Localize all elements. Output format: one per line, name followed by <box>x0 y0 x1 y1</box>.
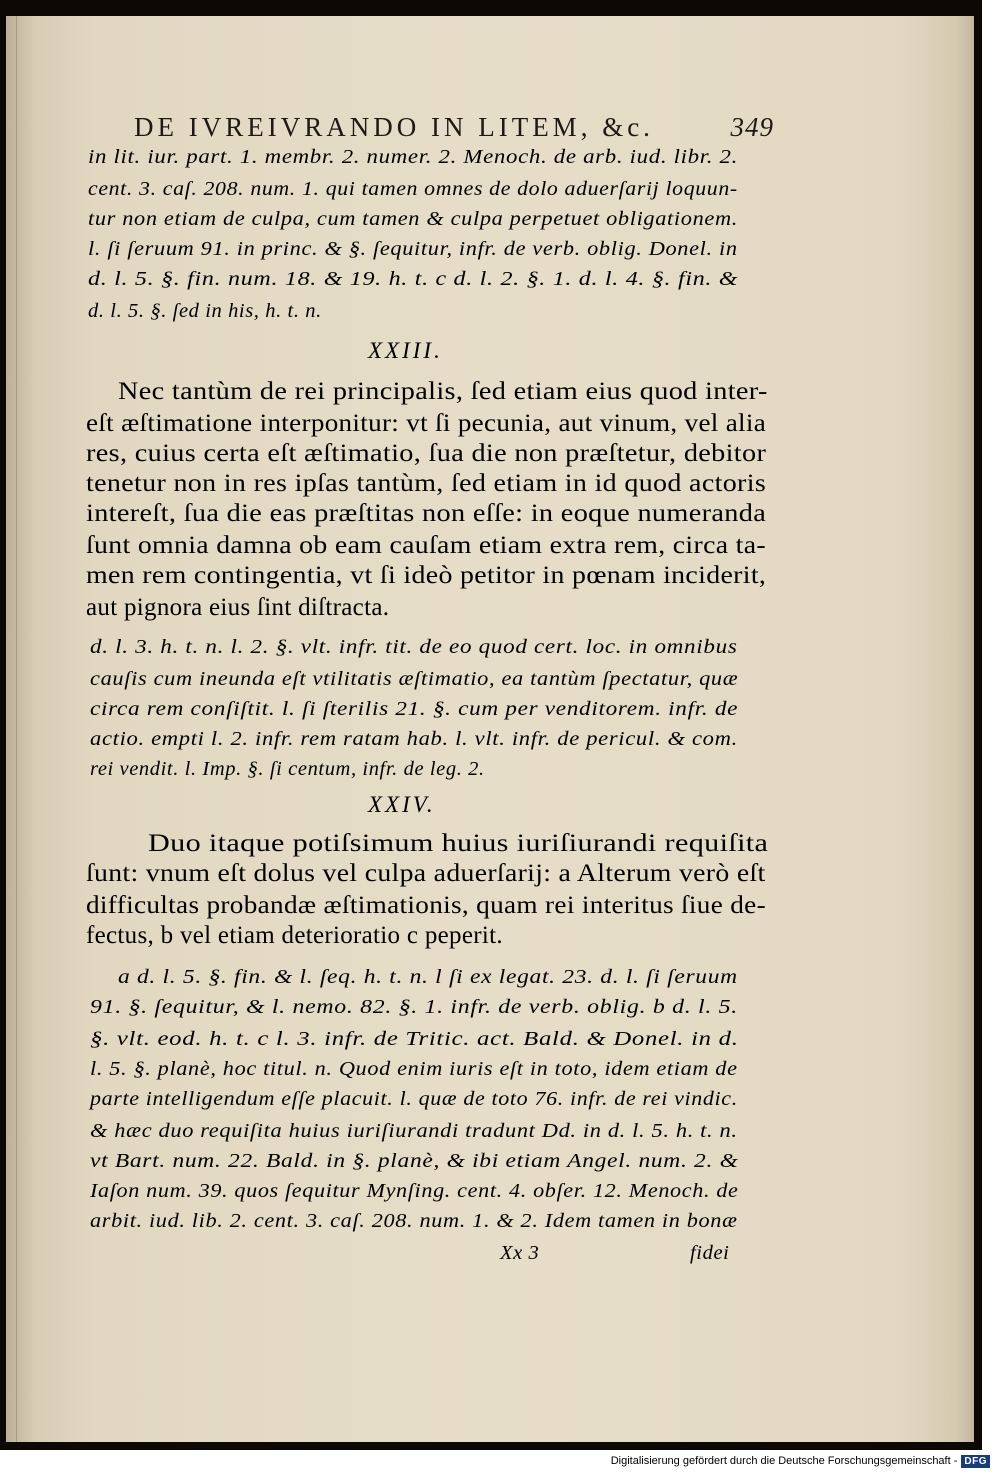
body-text-line: ſunt: vnum eſt dolus vel culpa aduerſarij: a Alterum verò eſt <box>86 860 766 887</box>
footnote-line: §. vlt. eod. h. t. c l. 3. infr. de Tritic. act. Bald. & Donel. in d. <box>90 1028 739 1050</box>
footnote-line: d. l. 3. h. t. n. l. 2. §. vlt. infr. tit. de eo quod cert. loc. in omnibus <box>90 636 738 658</box>
footnote-line: tur non etiam de culpa, cum tamen & culpa perpetuet obligationem. <box>88 208 738 230</box>
body-text-line: Nec tantùm de rei principalis, ſed etiam eius quod inter- <box>118 378 768 405</box>
footnote-line: cent. 3. caſ. 208. num. 1. qui tamen omnes de dolo aduerſarij loquun- <box>88 178 738 200</box>
body-text-line: difficultas probandæ æſtimationis, quam rei interitus ſiue de- <box>86 892 766 919</box>
body-text-line: tenetur non in res ipſas tantùm, ſed etiam in id quod actoris <box>86 470 767 497</box>
dfg-logo: DFG <box>961 1455 990 1468</box>
body-text-line: Duo itaque potiſsimum huius iuriſiurandi requiſita <box>148 830 769 857</box>
catchword: fidei <box>690 1242 730 1264</box>
footnote-line: parte intelligendum eſſe placuit. l. quæ de toto 76. infr. de rei vindic. <box>90 1088 738 1110</box>
digitization-credit <box>611 1455 990 1468</box>
section-heading-xxiii: XXIII. <box>368 338 443 363</box>
page-number: 349 <box>730 112 774 142</box>
footnote-line: Iaſon num. 39. quos ſequitur Mynſing. cent. 4. obſer. 12. Menoch. de <box>90 1180 739 1202</box>
footnote-line: l. 5. §. planè, hoc titul. n. Quod enim iuris eſt in toto, idem etiam de <box>90 1058 738 1080</box>
footnote-line: arbit. iud. lib. 2. cent. 3. caſ. 208. num. 1. & 2. Idem tamen in bonæ <box>90 1210 738 1232</box>
footnote-line: cauſis cum ineunda eſt vtilitatis æſtimatio, ea tantùm ſpectatur, quæ <box>90 668 739 690</box>
footnote-line: vt Bart. num. 22. Bald. in §. planè, & ibi etiam Angel. num. 2. & <box>90 1150 739 1172</box>
body-text-line: eſt æſtimatione interponitur: vt ſi pecunia, aut vinum, vel alia <box>86 410 767 437</box>
page-edge-shadow <box>16 16 17 1442</box>
footnote-line: d. l. 5. §. ſed in his, h. t. n. <box>88 300 322 322</box>
credit-text: Digitalisierung gefördert durch die Deutsche Forschungsgemeinschaft - <box>610 1455 958 1467</box>
running-head-title: DE IVREIVRANDO IN LITEM, &c. <box>134 112 654 142</box>
signature-mark: Xx 3 <box>500 1242 540 1264</box>
footnote-line: & hæc duo requiſita huius iuriſiurandi tradunt Dd. in d. l. 5. h. t. n. <box>90 1120 738 1142</box>
footnote-line: 91. §. ſequitur, & l. nemo. 82. §. 1. infr. de verb. oblig. b d. l. 5. <box>90 996 738 1018</box>
section-heading-xxiv: XXIV. <box>368 792 436 817</box>
footnote-line: circa rem conſiſtit. l. ſi ſterilis 21. §. cum per venditorem. infr. de <box>90 698 739 720</box>
footnote-line: a d. l. 5. §. fin. & l. ſeq. h. t. n. l ſi ex legat. 23. d. l. ſi ſeruum <box>118 966 738 988</box>
footnote-line: rei vendit. l. Imp. §. ſi centum, infr. de leg. 2. <box>90 758 485 780</box>
body-text-line: fectus, b vel etiam deterioratio c peperit. <box>86 922 503 949</box>
body-text-line: intereſt, ſua die eas præſtitas non eſſe: in eoque numeranda <box>86 500 767 527</box>
body-text-line: men rem contingentia, vt ſi ideò petitor in pœnam inciderit, <box>86 562 767 589</box>
footnote-line: in lit. iur. part. 1. membr. 2. numer. 2. Menoch. de arb. iud. libr. 2. <box>88 146 738 168</box>
footnote-line: d. l. 5. §. fin. num. 18. & 19. h. t. c d. l. 2. §. 1. d. l. 4. §. fin. & <box>88 268 739 290</box>
body-text-line: res, cuius certa eſt æſtimatio, ſua die non præſtetur, debitor <box>86 440 767 467</box>
footnote-line: actio. empti l. 2. infr. rem ratam hab. l. vlt. infr. de pericul. & com. <box>90 728 738 750</box>
body-text-line: aut pignora eius ſint diſtracta. <box>86 594 390 621</box>
body-text-line: ſunt omnia damna ob eam cauſam etiam extra rem, circa ta- <box>86 532 766 559</box>
footnote-line: l. ſi ſeruum 91. in princ. & §. ſequitur, infr. de verb. oblig. Donel. in <box>88 238 738 260</box>
